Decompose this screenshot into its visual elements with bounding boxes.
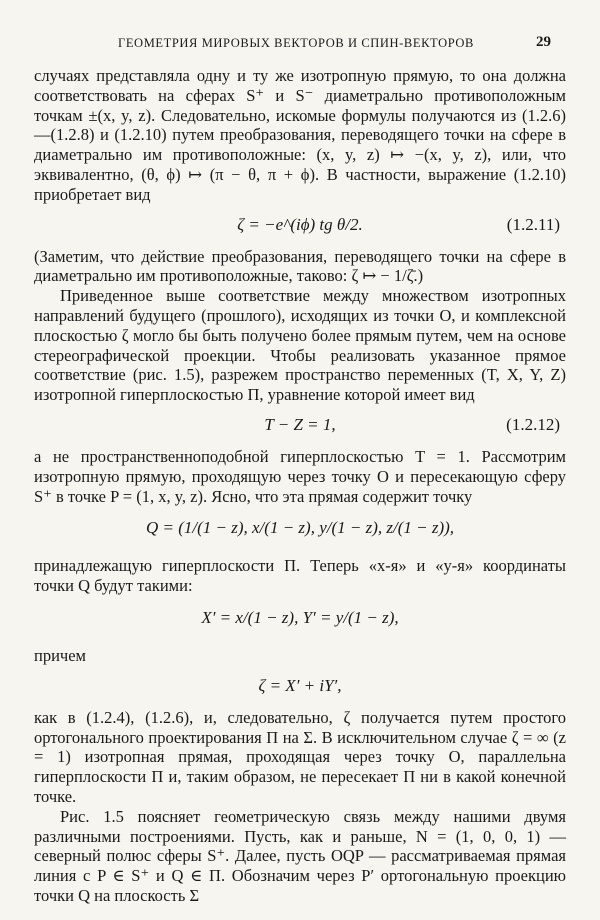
equation-expression: ζ = −e^(iϕ) tg θ/2.: [237, 214, 363, 234]
equation-expression: X′ = x/(1 − z), Y′ = y/(1 − z),: [201, 607, 399, 627]
equation-number: (1.2.11): [506, 214, 560, 234]
equation-expression: Q = (1/(1 − z), x/(1 − z), y/(1 − z), z/(1 − z)),: [145, 518, 455, 538]
page-header: [0, 36, 600, 58]
paragraph: случаях представляла одну и ту же изотропную прямую, то она должна соответствовать на сферах S⁺ и S⁻ диаметрально противоположным точкам ±(x, y, z). Следовательно, искомые формулы получаются из (1.2.6)—(1.2.8) и (1.2.10) путем преобразования, переводящего точки на сфере в диаметрально им противоположные: (x, y, z) ↦ −(x, y, z), или, что эквивалентно, (θ, ϕ) ↦ (π − θ, π + ϕ). В частности, выражение (1.2.10) приобретает вид: [34, 66, 566, 204]
paragraph: а не пространственноподобной гиперплоскостью T = 1. Рассмотрим изотропную прямую, проходящую через точку O и пересекающую сферу S⁺ в точке P = (1, x, y, z). Ясно, что эта прямая содержит точку: [34, 446, 566, 506]
paragraph: Рис. 1.5 поясняет геометрическую связь между нашими двумя различными построениями. Пусть, как и раньше, N = (1, 0, 0, 1) — северный полюс сферы S⁺. Далее, пусть OQP — рассматриваемая прямая линия с P ∈ S⁺ и Q ∈ П. Обозначим через P′ ортогональную проекцию точки Q на плоскость Σ: [34, 806, 566, 905]
page-number: 29: [536, 34, 551, 50]
equation-point-q: [34, 506, 566, 556]
equation-number: (1.2.12): [506, 414, 560, 434]
paragraph: принадлежащую гиперплоскости П. Теперь «x-я» и «y-я» координаты точки Q будут такими:: [34, 556, 566, 596]
paragraph: Приведенное выше соответствие между множеством изотропных направлений будущего (прошлого), исходящих из точки O, и комплексной плоскостью ζ могло бы быть получено более прямым путем, чем на основе стереографической проекции. Чтобы реализовать указанное прямое соответствие (рис. 1.5), разрежем пространство переменных (T, X, Y, Z) изотропной гиперплоскостью П, уравнение которой имеет вид: [34, 286, 566, 405]
equation-expression: T − Z = 1,: [264, 414, 336, 434]
paragraph: (Заметим, что действие преобразования, переводящего точки на сфере в диаметрально им противоположные, таково: ζ ↦ − 1/ζ̄.): [34, 246, 566, 286]
page-body: [34, 66, 566, 906]
equation-zeta: [34, 666, 566, 708]
paragraph: как в (1.2.4), (1.2.6), и, следовательно, ζ получается путем простого ортогонального проектирования П на Σ. В исключительном случае ζ = ∞ (z = 1) изотропная прямая, проходящая через точку O, параллельна гиперплоскости П и, таким образом, не пересекает П ни в какой конечной точке.: [34, 707, 566, 806]
equation-coordinates: [34, 596, 566, 646]
equation-1-2-12: [34, 405, 566, 447]
equation-expression: ζ = X′ + iY′,: [258, 675, 342, 695]
equation-1-2-11: [34, 205, 566, 247]
paragraph: причем: [34, 645, 86, 665]
running-title: ГЕОМЕТРИЯ МИРОВЫХ ВЕКТОРОВ И СПИН-ВЕКТОРОВ: [118, 36, 474, 50]
